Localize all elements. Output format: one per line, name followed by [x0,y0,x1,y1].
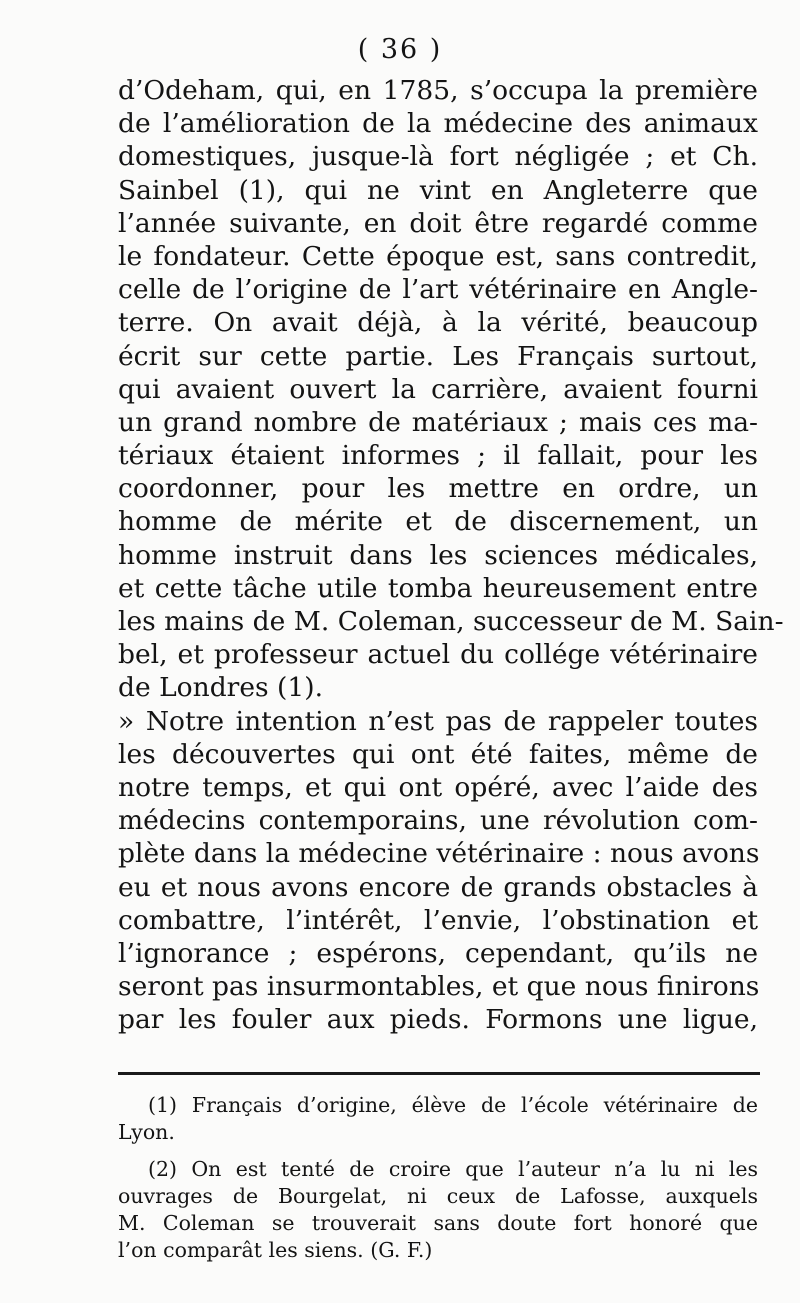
body-line: un grand nombre de matériaux ; mais ces ma- [118,406,758,438]
body-line: bel, et professeur actuel du collége vétérinaire [118,639,758,671]
footnote-line: M. Coleman se trouverait sans doute fort honoré que [118,1211,758,1235]
body-line: combattre, l’intérêt, l’envie, l’obstination et [118,904,758,936]
body-text [118,74,784,1036]
footnote-2 [118,1156,758,1264]
body-line: d’Odeham, qui, en 1785, s’occupa la première [118,75,758,106]
body-line: tériaux étaient informes ; il fallait, pour les [118,440,758,472]
body-line: plète dans la médecine vétérinaire : nous avons [118,838,760,870]
body-line: par les fouler aux pieds. Formons une ligue, [118,1004,758,1036]
body-line: qui avaient ouvert la carrière, avaient fourni [118,373,758,405]
footnotes [118,1092,758,1264]
body-line: celle de l’origine de l’art vétérinaire en Angle- [118,274,758,306]
body-line: les mains de M. Coleman, successeur de M. Sain- [118,606,784,637]
body-line: Sainbel (1), qui ne vint en Angleterre que [118,174,758,206]
body-line: de l’amélioration de la médecine des animaux [118,108,758,140]
body-line: l’année suivante, en doit être regardé comme [118,207,758,239]
page-number: ( 36 ) [357,34,443,65]
footnote-divider [118,1072,760,1075]
body-line: et cette tâche utile tomba heureusement entre [118,572,758,604]
footnote-line: ouvrages de Bourgelat, ni ceux de Lafosse, auxquels [118,1184,758,1208]
body-line: notre temps, et qui ont opéré, avec l’aide des [118,771,758,803]
footnote-line: l’on comparât les siens. (G. F.) [118,1238,433,1262]
body-line: coordonner, pour les mettre en ordre, un [118,473,758,505]
body-line: eu et nous avons encore de grands obstacles à [118,871,758,903]
footnote-line: (1) Français d’origine, élève de l’école vétérinaire de [148,1093,758,1117]
body-line: de Londres (1). [118,672,323,704]
body-line: » Notre intention n’est pas de rappeler toutes [118,705,758,737]
footnote-line: (2) On est tenté de croire que l’auteur n’a lu ni les [148,1157,758,1181]
body-line: domestiques, jusque-là fort négligée ; et Ch. [118,141,758,173]
body-line: les découvertes qui ont été faites, même de [118,738,758,770]
body-line: écrit sur cette partie. Les Français surtout, [118,340,758,372]
body-line: homme de mérite et de discernement, un [118,506,758,538]
footnote-1 [118,1092,758,1146]
body-line: l’ignorance ; espérons, cependant, qu’ils ne [118,937,758,969]
footnote-line: Lyon. [118,1120,175,1144]
body-line: terre. On avait déjà, à la vérité, beaucoup [118,307,758,339]
body-line: médecins contemporains, une révolution com- [118,805,758,837]
body-line: homme instruit dans les sciences médicales, [118,539,758,571]
body-line: seront pas insurmontables, et que nous finirons [118,971,760,1003]
body-line: le fondateur. Cette époque est, sans contredit, [118,240,758,272]
